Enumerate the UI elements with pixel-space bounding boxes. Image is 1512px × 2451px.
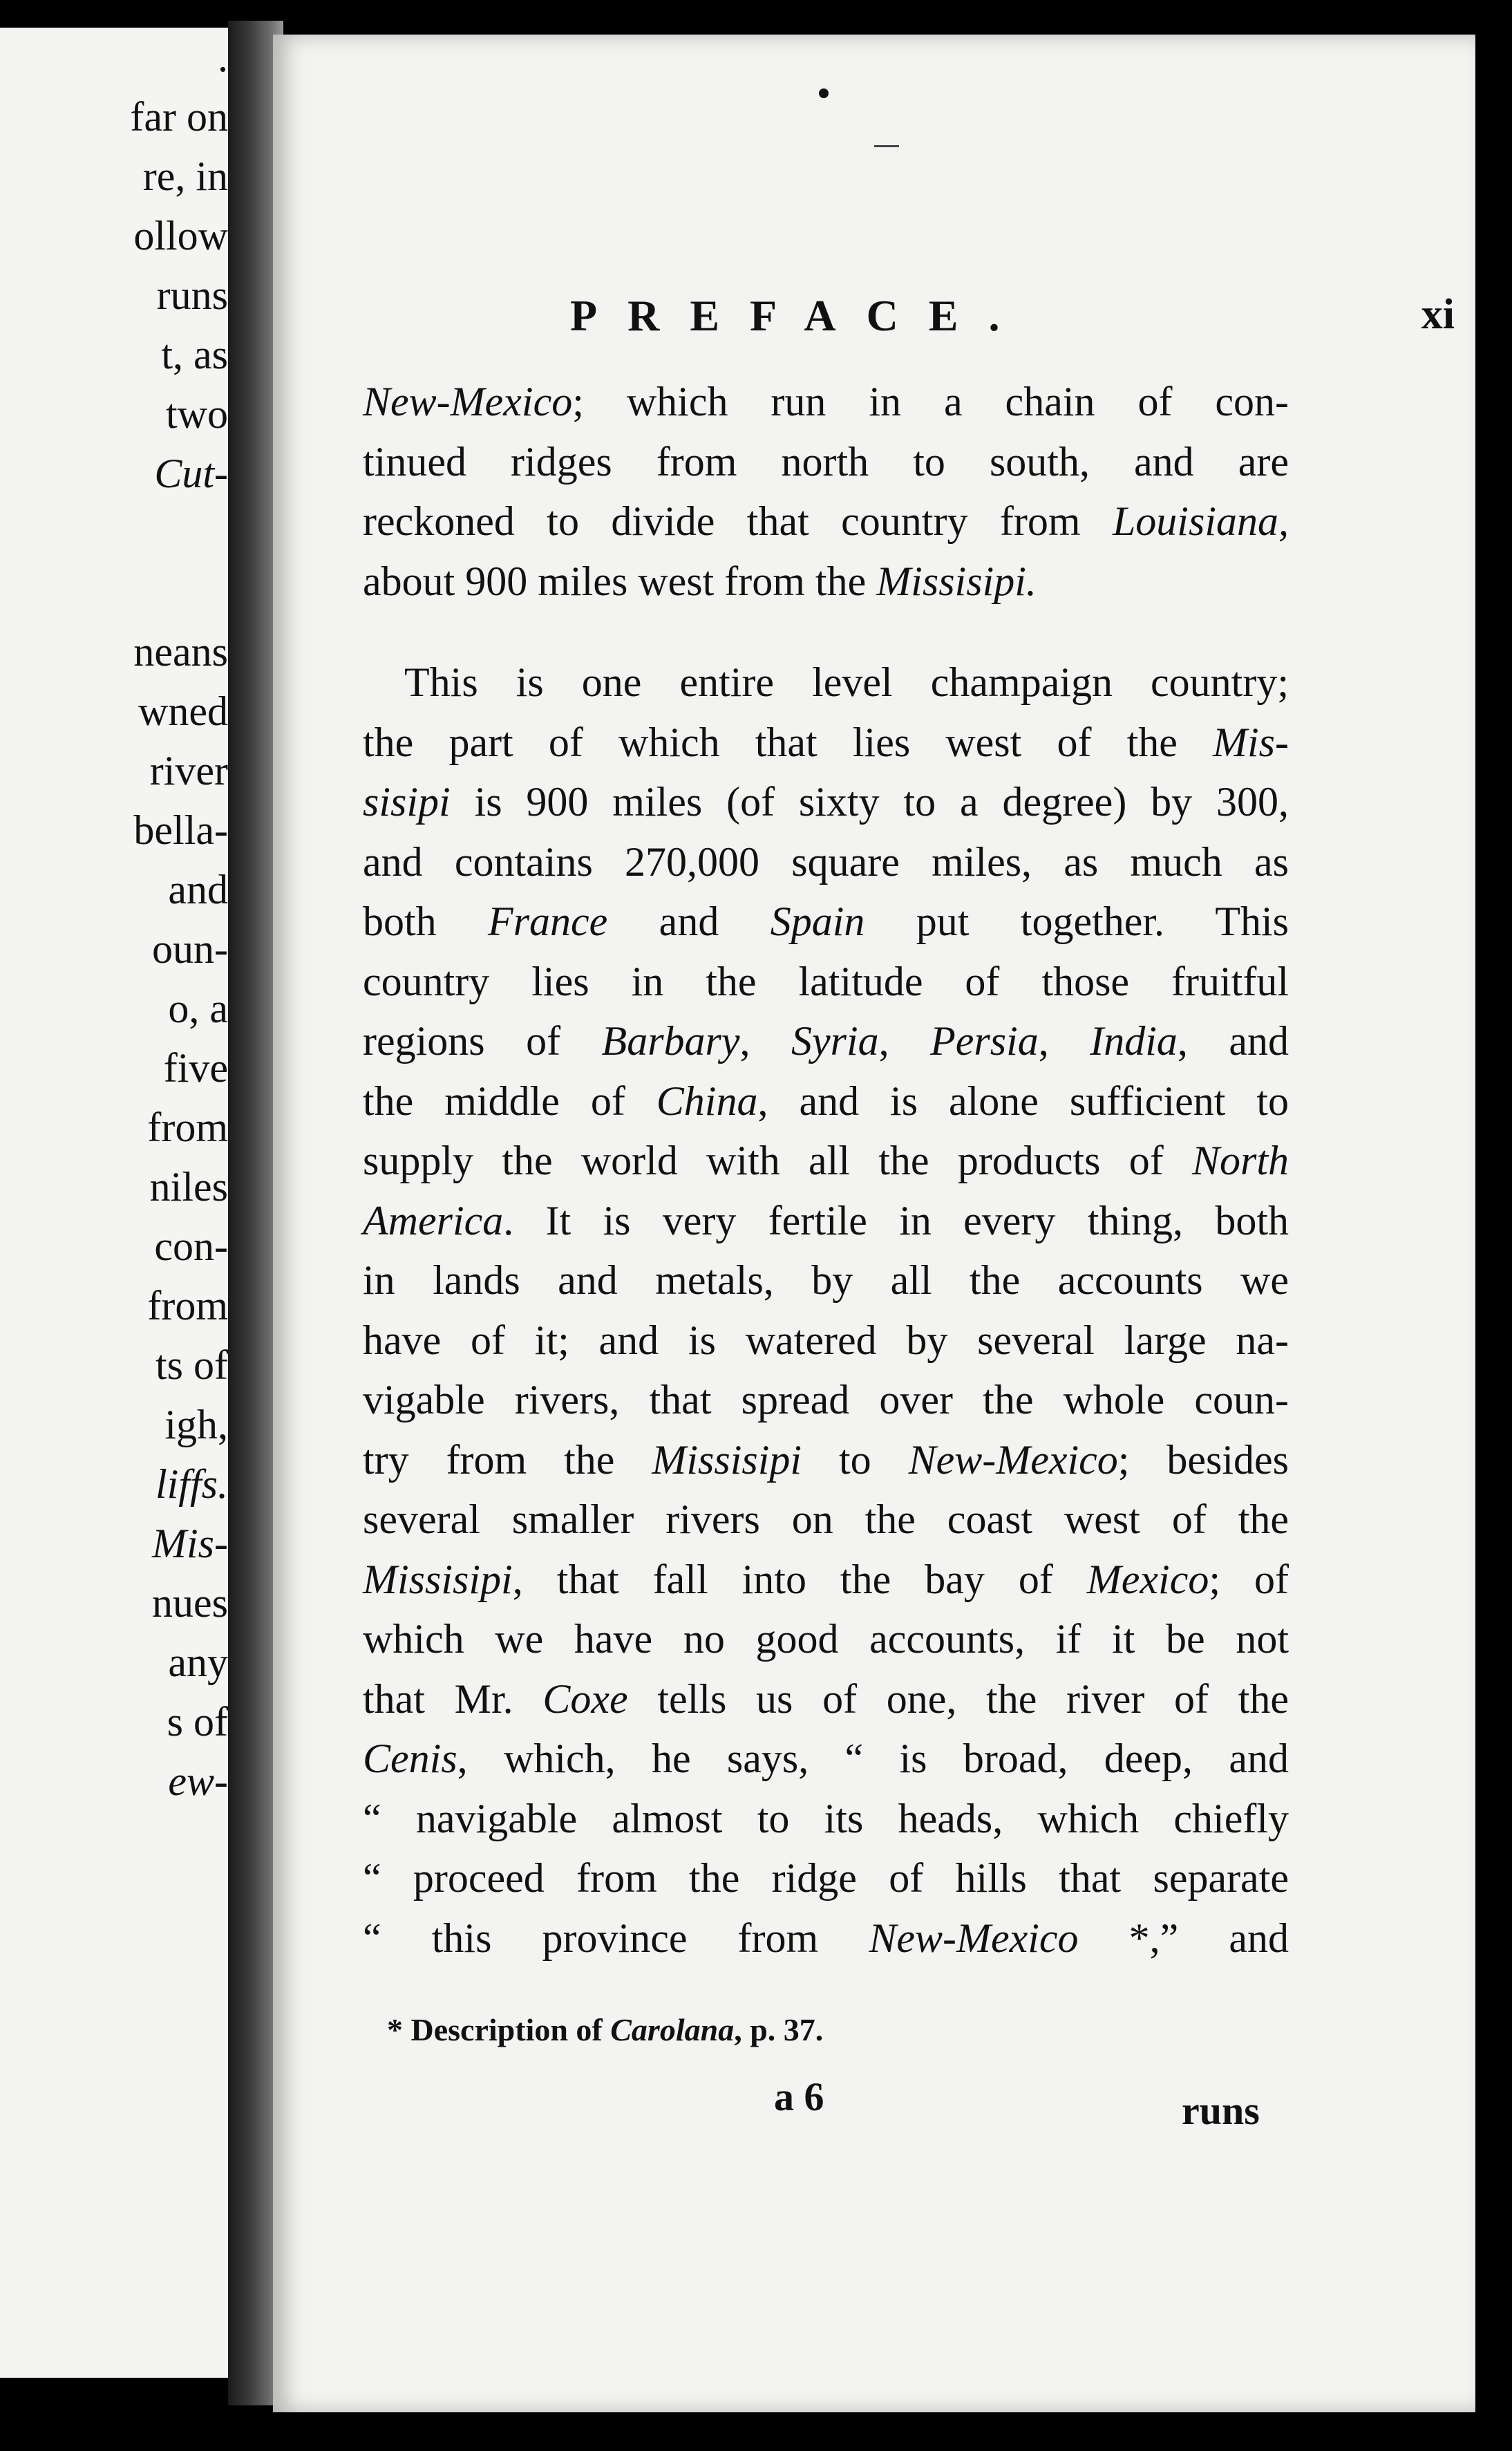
text-line: supply the world with all the products of North: [363, 1138, 1289, 1183]
previous-page-line: igh,: [164, 1402, 228, 1447]
previous-page-line: wned: [138, 688, 228, 734]
previous-page-line: [0, 503, 228, 563]
previous-page-line: ollow: [133, 213, 228, 259]
ink-dash: [874, 145, 899, 147]
previous-page-line: ew-: [168, 1758, 228, 1804]
header-title: PREFACE.: [570, 291, 1030, 340]
previous-page-line: two: [166, 391, 228, 437]
previous-page-line: o, a: [168, 986, 228, 1031]
text-line: “ proceed from the ridge of hills that separate: [363, 1855, 1289, 1901]
text-line: Missisipi, that fall into the bay of Mexico; of: [363, 1556, 1289, 1602]
text-line: America. It is very fertile in every thing, both: [363, 1197, 1289, 1243]
previous-page-line: bella-: [133, 807, 228, 853]
text-line: vigable rivers, that spread over the whole coun-: [363, 1377, 1289, 1422]
text-line: both France and Spain put together. This: [363, 899, 1289, 944]
previous-page-line: [0, 563, 228, 622]
text-line: country lies in the latitude of those fruitful: [363, 958, 1289, 1004]
previous-page-line: nues: [152, 1580, 228, 1626]
previous-page-line: t, as: [161, 332, 228, 377]
previous-page-line: niles: [149, 1164, 228, 1210]
text-line: New-Mexico; which run in a chain of con-: [363, 379, 1289, 424]
text-line: about 900 miles west from the Missisipi.: [363, 558, 1037, 604]
previous-page-line: re, in: [142, 153, 228, 199]
text-line: reckoned to divide that country from Louisiana,: [363, 498, 1289, 544]
ink-dot: [819, 88, 829, 98]
body-text: [363, 372, 1289, 1968]
previous-page-line: far on: [130, 94, 228, 140]
catchword: runs: [1182, 2088, 1260, 2133]
previous-page-fragment: [0, 28, 235, 2378]
text-line: This is one entire level champaign country;: [404, 659, 1289, 705]
previous-page-line: ts of: [155, 1342, 228, 1388]
running-header: [570, 290, 1455, 353]
previous-page-line: .: [218, 35, 228, 80]
text-line: try from the Missisipi to New-Mexico; besides: [363, 1436, 1289, 1483]
previous-page-line: neans: [133, 629, 228, 675]
page-number: xi: [1421, 291, 1455, 338]
previous-page-line: Mis-: [152, 1521, 228, 1566]
previous-page-line: from: [147, 1283, 228, 1328]
signature-mark: a 6: [774, 2074, 824, 2119]
text-line: Cenis, which, he says, “ is broad, deep, and: [363, 1736, 1289, 1781]
text-line: which we have no good accounts, if it be not: [363, 1616, 1289, 1662]
previous-page-line: and: [168, 867, 228, 912]
previous-page-line: con-: [154, 1223, 228, 1269]
text-line: tinued ridges from north to south, and are: [363, 438, 1289, 485]
previous-page-line: from: [147, 1105, 228, 1150]
text-line: regions of Barbary, Syria, Persia, India, and: [363, 1018, 1289, 1064]
previous-page-line: s of: [167, 1699, 228, 1745]
text-line: sisipi is 900 miles (of sixty to a degree) by 300,: [363, 779, 1289, 825]
previous-page-line: oun-: [152, 926, 228, 972]
text-line: in lands and metals, by all the accounts we: [363, 1257, 1289, 1303]
previous-page-line: five: [163, 1045, 228, 1091]
text-line: have of it; and is watered by several large na-: [363, 1317, 1289, 1363]
text-line: “ navigable almost to its heads, which chiefly: [363, 1795, 1289, 1841]
text-line: several smaller rivers on the coast west of the: [363, 1496, 1289, 1542]
text-line: that Mr. Coxe tells us of one, the river of the: [363, 1675, 1289, 1722]
text-line: and contains 270,000 square miles, as much as: [363, 838, 1289, 885]
text-line: the middle of China, and is alone sufficient to: [363, 1078, 1289, 1124]
previous-page-lines: [0, 28, 228, 1811]
previous-page-line: runs: [156, 272, 228, 318]
book-page: [273, 35, 1475, 2412]
previous-page-line: Cut-: [154, 451, 228, 496]
text-line: “ this province from New-Mexico *,” and: [363, 1915, 1289, 1961]
text-line: the part of which that lies west of the Mis-: [363, 719, 1289, 765]
previous-page-line: any: [168, 1640, 228, 1685]
previous-page-line: liffs.: [155, 1461, 228, 1507]
previous-page-line: river: [149, 748, 228, 793]
footnote: * Description of Carolana, p. 37.: [387, 2012, 824, 2047]
